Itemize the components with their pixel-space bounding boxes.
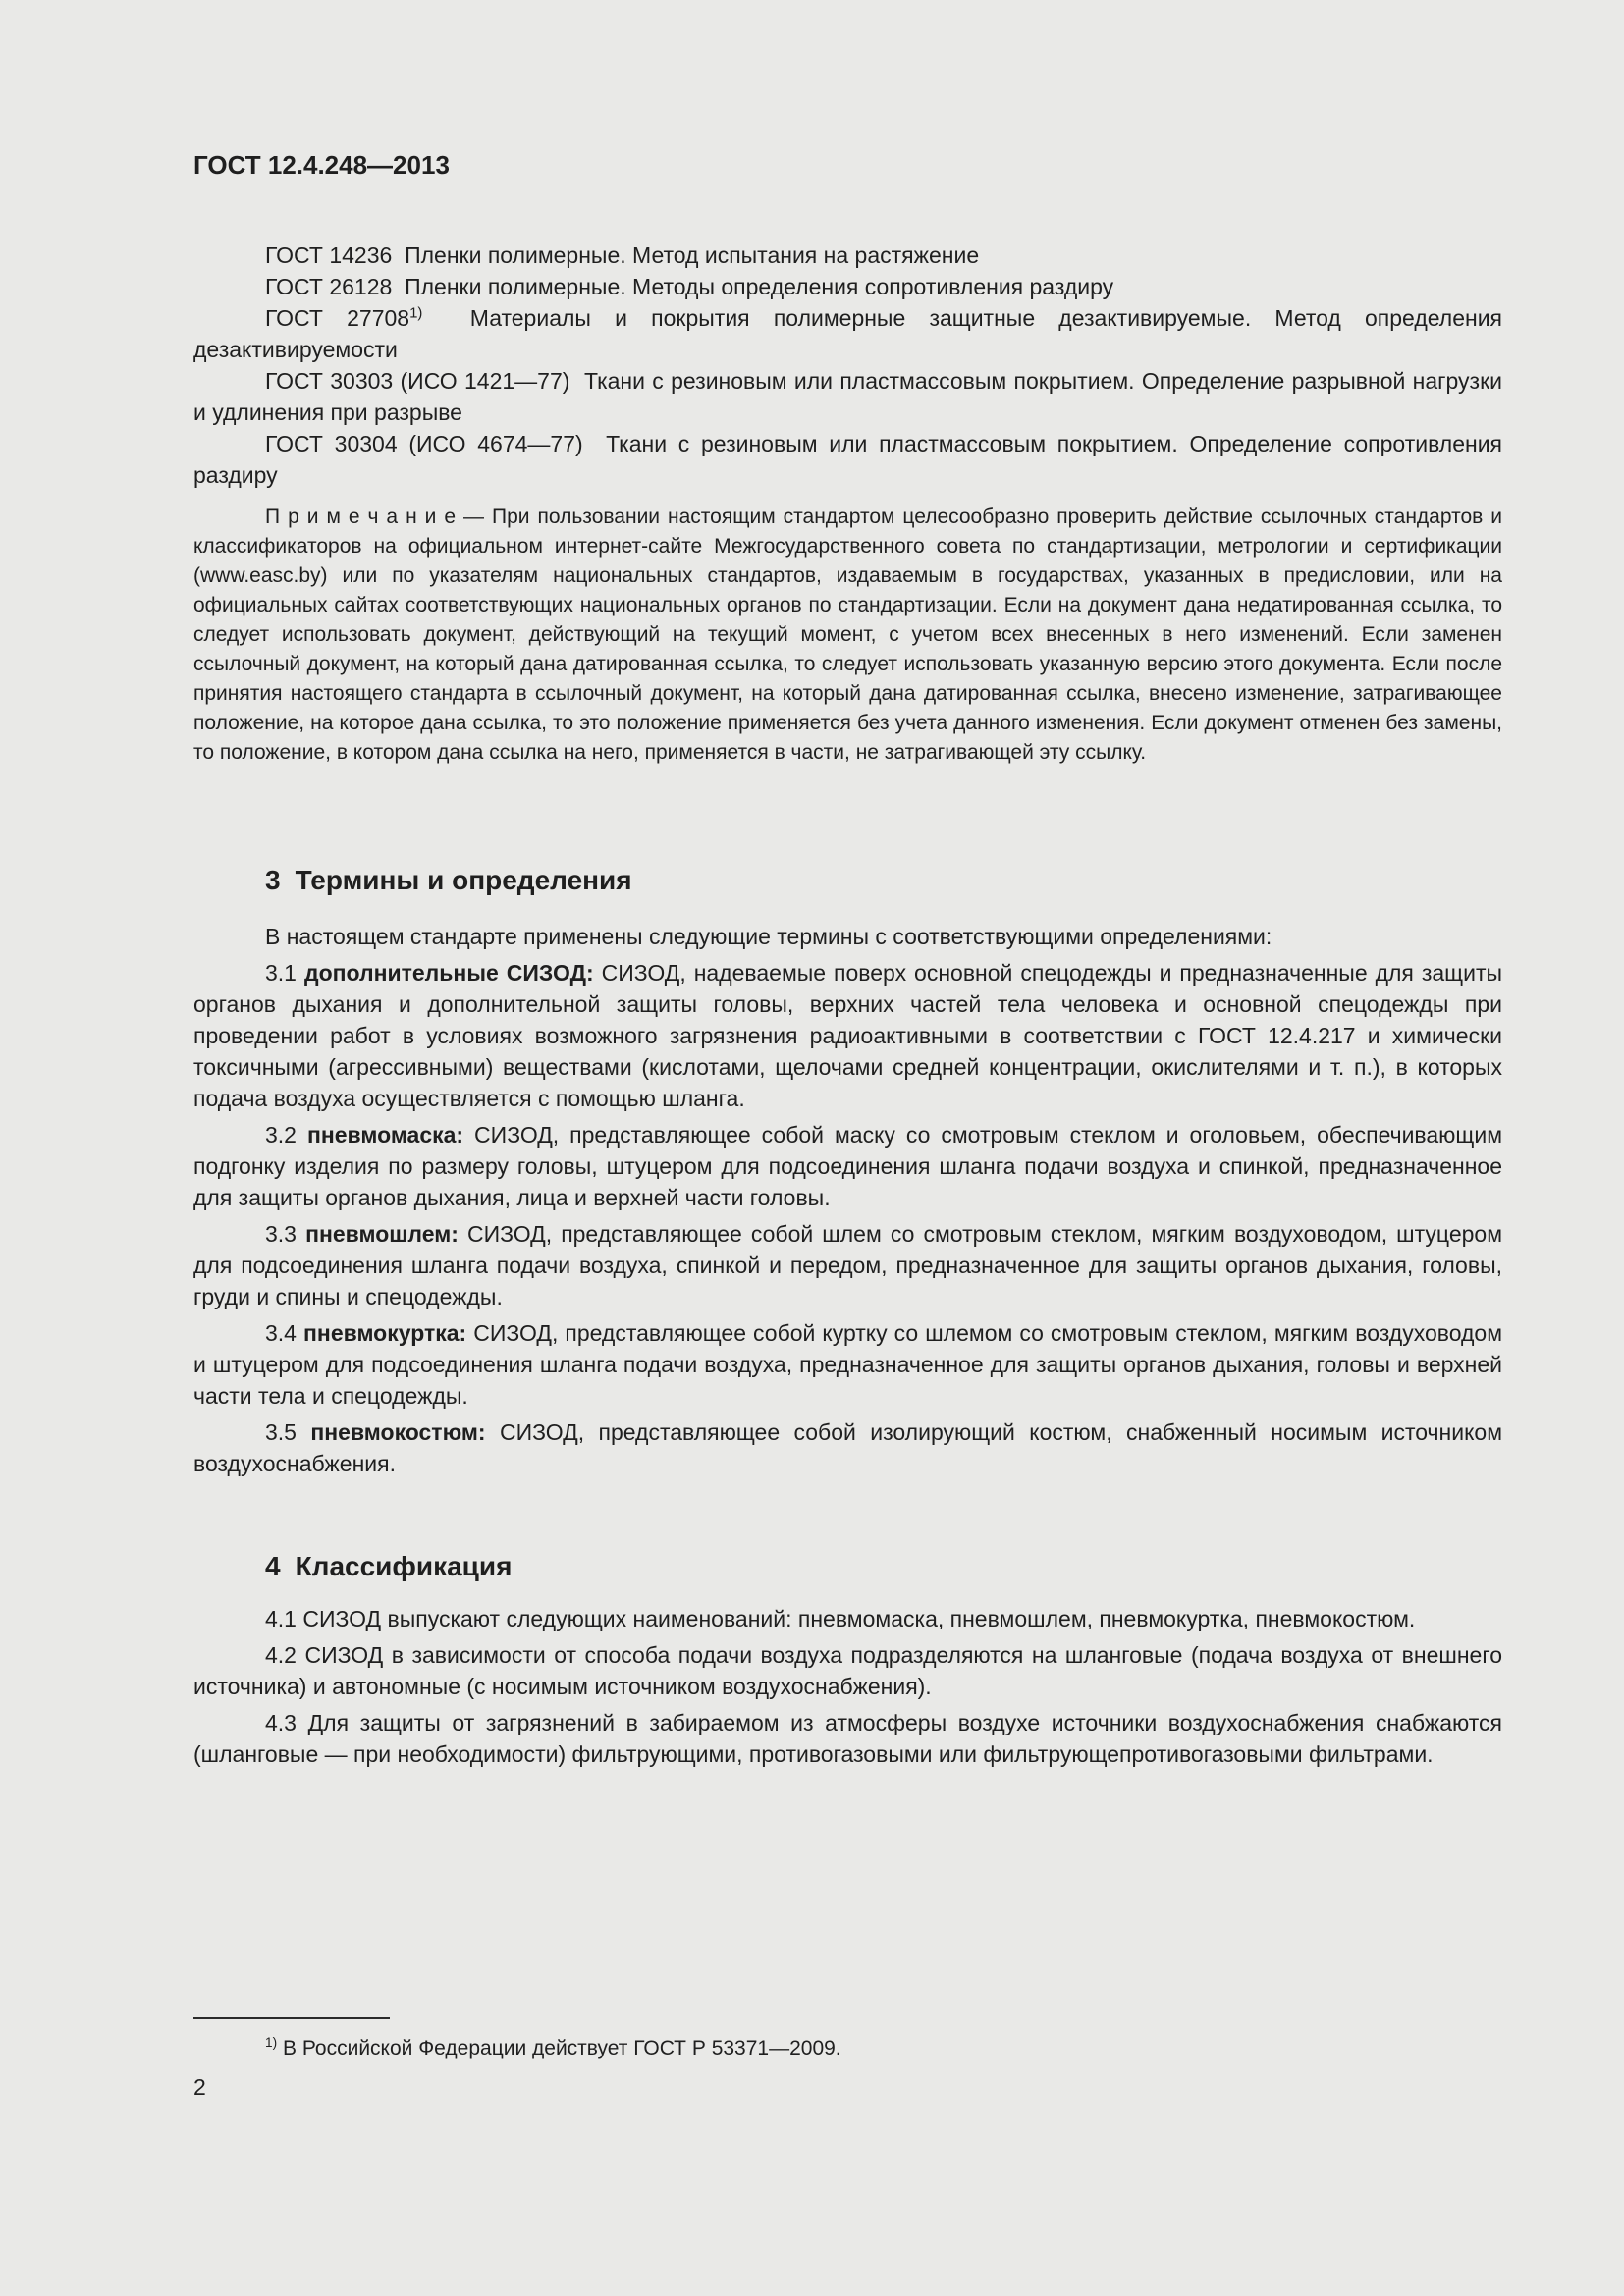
term-text: СИЗОД, представляющее собой маску со смотровым стеклом и оголовьем, обеспечивающим подгонку изделия по размеру головы, штуцером для подсоединения шланга подачи воздуха и спинкой, предназначенное для защиты органов дыхания, лица и верхней части головы. xyxy=(193,1122,1503,1210)
term-number: 3.4 xyxy=(265,1320,297,1346)
clause xyxy=(193,1603,1502,1634)
reference-item: ГОСТ 30303 (ИСО 1421—77) Ткани с резиновым или пластмассовым покрытием. Определение разрывной нагрузки и удлинения при разрыве xyxy=(193,368,1503,425)
term-text: СИЗОД, представляющее собой шлем со смотровым стеклом, мягким воздуховодом, штуцером для подсоединения шланга подачи воздуха, спинкой и передом, предназначенное для защиты органов дыхания, головы, груди и спины и спецодежды. xyxy=(193,1221,1503,1309)
section-3-intro: В настоящем стандарте применены следующие термины с соответствующими определениями: xyxy=(265,924,1272,949)
footnote xyxy=(193,2034,1574,2063)
note xyxy=(193,503,1502,768)
section-title: Классификация xyxy=(295,1551,513,1581)
doc-number: ГОСТ 12.4.248—2013 xyxy=(193,150,450,180)
clause xyxy=(193,1707,1502,1770)
clause xyxy=(193,1639,1502,1702)
term-text: СИЗОД, надеваемые поверх основной спецодежды и предназначенные для защиты органов дыхания и дополнительной защиты головы, верхних частей тела человека и основной спецодежды при проведении работ в условиях возможного загрязнения радиоактивными в соответствии с ГОСТ 12.4.217 и химически токсичными (агрессивными) веществами (кислотами, щелочами средней концентрации, окислителями и т. п.), в которых подача воздуха осуществляется с помощью шланга. xyxy=(193,960,1503,1111)
note-label: П р и м е ч а н и е xyxy=(265,506,457,528)
clause-text: СИЗОД в зависимости от способа подачи воздуха подразделяются на шланговые (подача воздуха от внешнего источника) и автономные (с носимым источником воздухоснабжения). xyxy=(193,1642,1502,1699)
term-name: пневмошлем: xyxy=(305,1221,459,1247)
term-name: пневмокуртка: xyxy=(303,1320,467,1346)
term-definition xyxy=(193,1317,1502,1412)
term-text: СИЗОД, представляющее собой куртку со шлемом со смотровым стеклом, мягким воздуховодом и штуцером для подсоединения шланга подачи воздуха, предназначенное для защиты органов дыхания, головы и верхней части тела и спецодежды. xyxy=(193,1320,1503,1409)
clause-text: Для защиты от загрязнений в забираемом из атмосферы воздухе источники воздухоснабжения снабжаются (шланговые — при необходимости) фильтрующими, противогазовыми или фильтрующепротивогазовыми фильтрами. xyxy=(193,1710,1502,1767)
term-name: пневмокостюм: xyxy=(310,1419,486,1445)
clause-text: СИЗОД выпускают следующих наименований: пневмомаска, пневмошлем, пневмокуртка, пневмокостюм. xyxy=(302,1606,1416,1631)
references-list xyxy=(193,240,1502,491)
reference-item: ГОСТ 27708$^{1)}$ Материалы и покрытия полимерные защитные дезактивируемые. Метод определения дезактивируемости xyxy=(193,304,1503,362)
term-number: 3.5 xyxy=(265,1419,297,1445)
reference-item: ГОСТ 30304 (ИСО 4674—77) Ткани с резиновым или пластмассовым покрытием. Определение сопротивления раздиру xyxy=(193,431,1502,488)
reference-item: ГОСТ 14236 Пленки полимерные. Метод испытания на растяжение xyxy=(265,242,980,268)
term-name: дополнительные СИЗОД: xyxy=(303,960,594,986)
section-number: 4 xyxy=(265,1551,281,1581)
note-dash: — xyxy=(456,506,493,528)
footnote-text: В Российской Федерации действует ГОСТ Р 53371—2009. xyxy=(282,2037,841,2059)
note-text: При пользовании настоящим стандартом целесообразно проверить действие ссылочных стандартов и классификаторов на официальном интернет-сайте Межгосударственного совета по стандартизации, метрологии и сертификации (www.easc.by) или по указателям национальных стандартов, издаваемым в государствах, указанных в предисловии, или на официальных сайтах соответствующих национальных органов по стандартизации. Если на документ дана недатированная ссылка, то следует использовать документ, действующий на текущий момент, с учетом всех внесенных в него изменений. Если заменен ссылочный документ, на который дана датированная ссылка, то следует использовать указанную версию этого документа. Если после принятия настоящего стандарта в ссылочный документ, на который дана датированная ссылка, внесено изменение, затрагивающее положение, на которое дана ссылка, то это положение применяется без учета данного изменения. Если документ отменен без замены, то положение, в котором дана ссылка на него, применяется в части, не затрагивающей эту ссылку. xyxy=(193,506,1503,764)
term-number: 3.2 xyxy=(265,1122,297,1148)
section-title: Термины и определения xyxy=(295,865,632,895)
section-3-heading xyxy=(193,862,1502,899)
clause-number: 4.1 xyxy=(265,1606,297,1631)
term-number: 3.1 xyxy=(265,960,297,986)
term-definition xyxy=(193,1416,1502,1479)
footnote-rule xyxy=(193,2017,390,2019)
term-number: 3.3 xyxy=(265,1221,297,1247)
term-text: СИЗОД, представляющее собой изолирующий костюм, снабженный носимым источником воздухоснабжения. xyxy=(193,1419,1503,1476)
reference-item: ГОСТ 26128 Пленки полимерные. Методы определения сопротивления раздиру xyxy=(265,274,1114,299)
page-number: 2 xyxy=(193,2074,206,2100)
section-number: 3 xyxy=(265,865,281,895)
term-name: пневмомаска: xyxy=(306,1122,464,1148)
section-4-heading xyxy=(193,1548,1502,1585)
term-definition xyxy=(193,1119,1502,1213)
footnote-marker: 1) xyxy=(265,2035,278,2050)
footnote-marker: 1) xyxy=(409,304,423,322)
clause-number: 4.2 xyxy=(265,1642,297,1668)
term-definition xyxy=(193,957,1502,1114)
clause-number: 4.3 xyxy=(265,1710,297,1735)
term-definition xyxy=(193,1218,1502,1312)
